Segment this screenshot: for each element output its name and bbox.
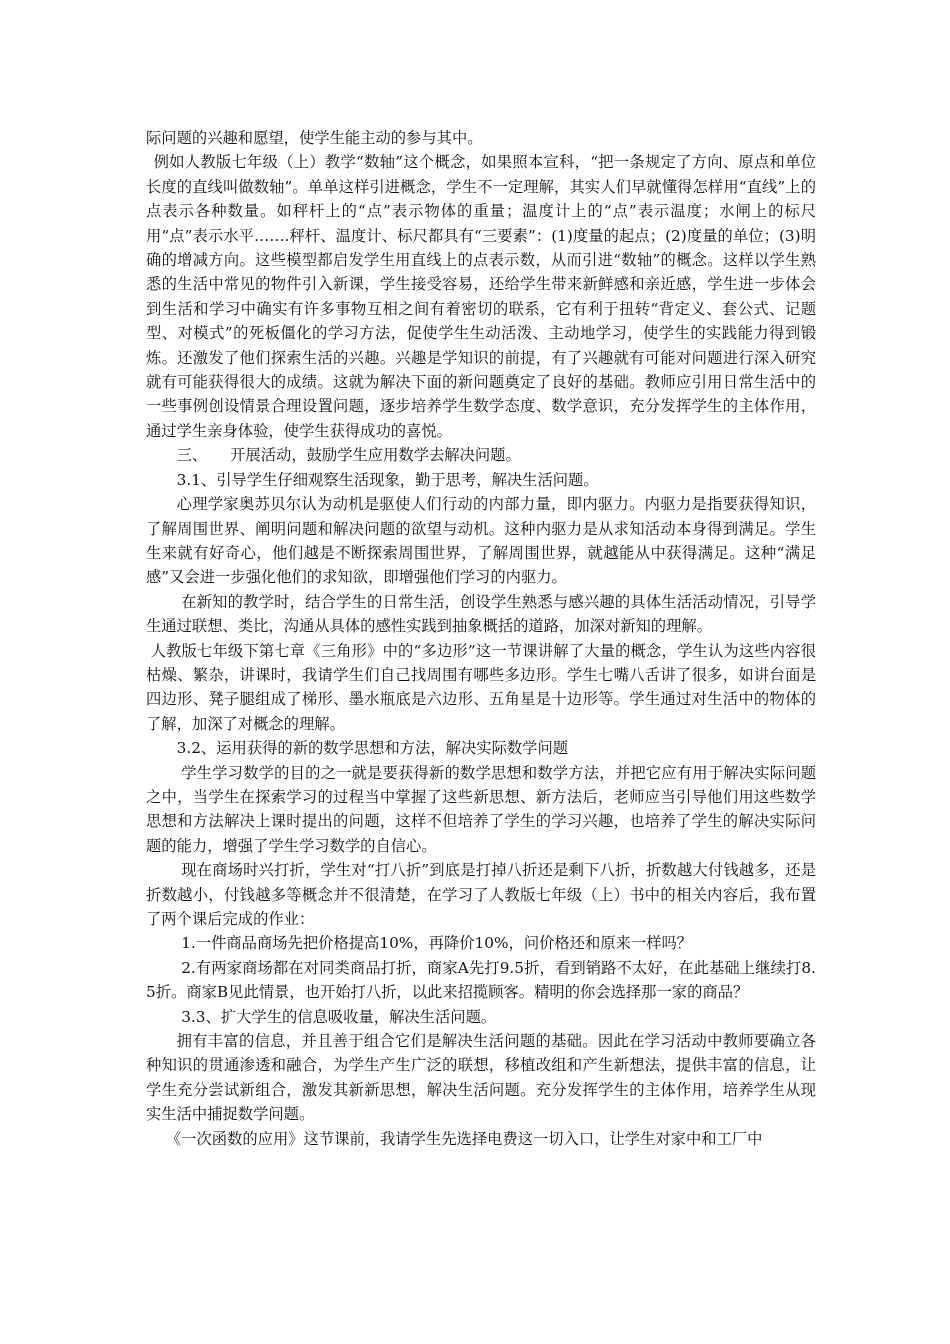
paragraph: 例如人教版七年级（上）教学“数轴”这个概念，如果照本宣科，“把一条规定了方向、原点和单位长度的直线叫做数轴”。单单这样引进概念，学生不一定理解，其实人们早就懂得怎样用“直线”上的点表示各种数量。如秤杆上的“点”表示物体的重量；温度计上的“点”表示温度；水闸上的标尺用“点”表示水平…….秤杆、温度计、标尺都具有“三要素”：(1)度量的起点；(2)度量的单位；(3)明确的增减方向。这些模型都启发学生用直线上的点表示数，从而引进“数轴”的概念。这样以学生熟悉的生活中常见的物件引入新课，学生接受容易，还给学生带来新鲜感和亲近感，学生进一步体会到生活和学习中确实有许多事物互相之间有着密切的联系，它有利于扭转“背定义、套公式、记题型、对模式”的死板僵化的学习方法，促使学生生动活泼、主动地学习，使学生的实践能力得到锻炼。还激发了他们探索生活的兴趣。兴趣是学知识的前提，有了兴趣就有可能对问题进行深入研究就有可能获得很大的成绩。这就为解决下面的新问题奠定了良好的基础。教师应引用日常生活中的一些事例创设情景合理设置问题，逐步培养学生数学态度、数学意识，充分发挥学生的主体作用，通过学生亲身体验，使学生获得成功的喜悦。 [146,153,816,440]
paragraph: 现在商场时兴打折，学生对“打八折”到底是打掉八折还是剩下八折，折数越大付钱越多，还是折数越小，付钱越多等概念并不很清楚，在学习了人教版七年级（上）书中的相关内容后，我布置了两个课后完成的作业： [146,861,816,928]
paragraph: 在新知的教学时，结合学生的日常生活，创设学生熟悉与感兴趣的具体生活活动情况，引导学生通过联想、类比，沟通从具体的感性实践到抽象概括的道路，加深对新知的理解。 [146,592,816,636]
paragraph: 心理学家奥苏贝尔认为动机是驱使人们行动的内部力量，即内驱力。内驱力是指要获得知识，了解周围世界、阐明问题和解决问题的欲望与动机。这种内驱力是从求知活动本身得到满足。学生生来就有好奇心，他们越是不断探索周围世界，了解周围世界，就越能从中获得满足。这种“满足感”又会进一步强化他们的求知欲，即增强他们学习的内驱力。 [146,495,816,587]
document-body [146,126,816,1151]
exercise-item: 1.一件商品商场先把价格提高10%，再降价10%，问价格还和原来一样吗？ [181,934,693,953]
paragraph: 《一次函数的应用》这节课前，我请学生先选择电费这一切入口，让学生对家中和工厂中 [165,1129,763,1148]
exercise-item: 2.有两家商场都在对同类商品打折，商家A先打9.5折，看到销路不太好，在此基础上继续打8.5折。商家B见此情景，也开始打八折，以此来招揽顾客。精明的你会选择那一家的商品？ [146,958,816,1002]
subsection-heading: 3.2、运用获得的新的数学思想和方法，解决实际数学问题 [176,739,569,758]
paragraph: 人教版七年级下第七章《三角形》中的“多边形”这一节课讲解了大量的概念，学生认为这些内容很枯燥、繁杂，讲课时，我请学生们自己找周围有哪些多边形。学生七嘴八舌讲了很多，如讲台面是四边形、凳子腿组成了梯形、墨水瓶底是六边形、五角星是十边形等。学生通过对生活中的物体的了解，加深了对概念的理解。 [146,641,816,733]
subsection-heading: 3.3、扩大学生的信息吸收量，解决生活问题。 [181,1007,497,1026]
paragraph: 拥有丰富的信息，并且善于组合它们是解决生活问题的基础。因此在学习活动中教师要确立各种知识的贯通渗透和融合，为学生产生广泛的联想，移植改组和产生新想法，提供丰富的信息，让学生充分尝试新组合，激发其新新思想，解决生活问题。充分发挥学生的主体作用，培养学生从现实生活中捕捉数学问题。 [146,1032,816,1124]
subsection-heading: 3.1、引导学生仔细观察生活现象，勤于思考，解决生活问题。 [176,470,599,489]
section-heading: 三、 开展活动，鼓励学生应用数学去解决问题。 [176,446,521,465]
paragraph: 际问题的兴趣和愿望，使学生能主动的参与其中。 [146,129,483,147]
paragraph: 学生学习数学的目的之一就是要获得新的数学思想和数学方法，并把它应有用于解决实际问题之中，当学生在探索学习的过程当中掌握了这些新思想、新方法后，老师应当引导他们用这些数学思想和方法解决上课时提出的问题，这样不但培养了学生的学习兴趣，也培养了学生的解决实际问题的能力，增强了学生学习数学的自信心。 [146,763,816,855]
